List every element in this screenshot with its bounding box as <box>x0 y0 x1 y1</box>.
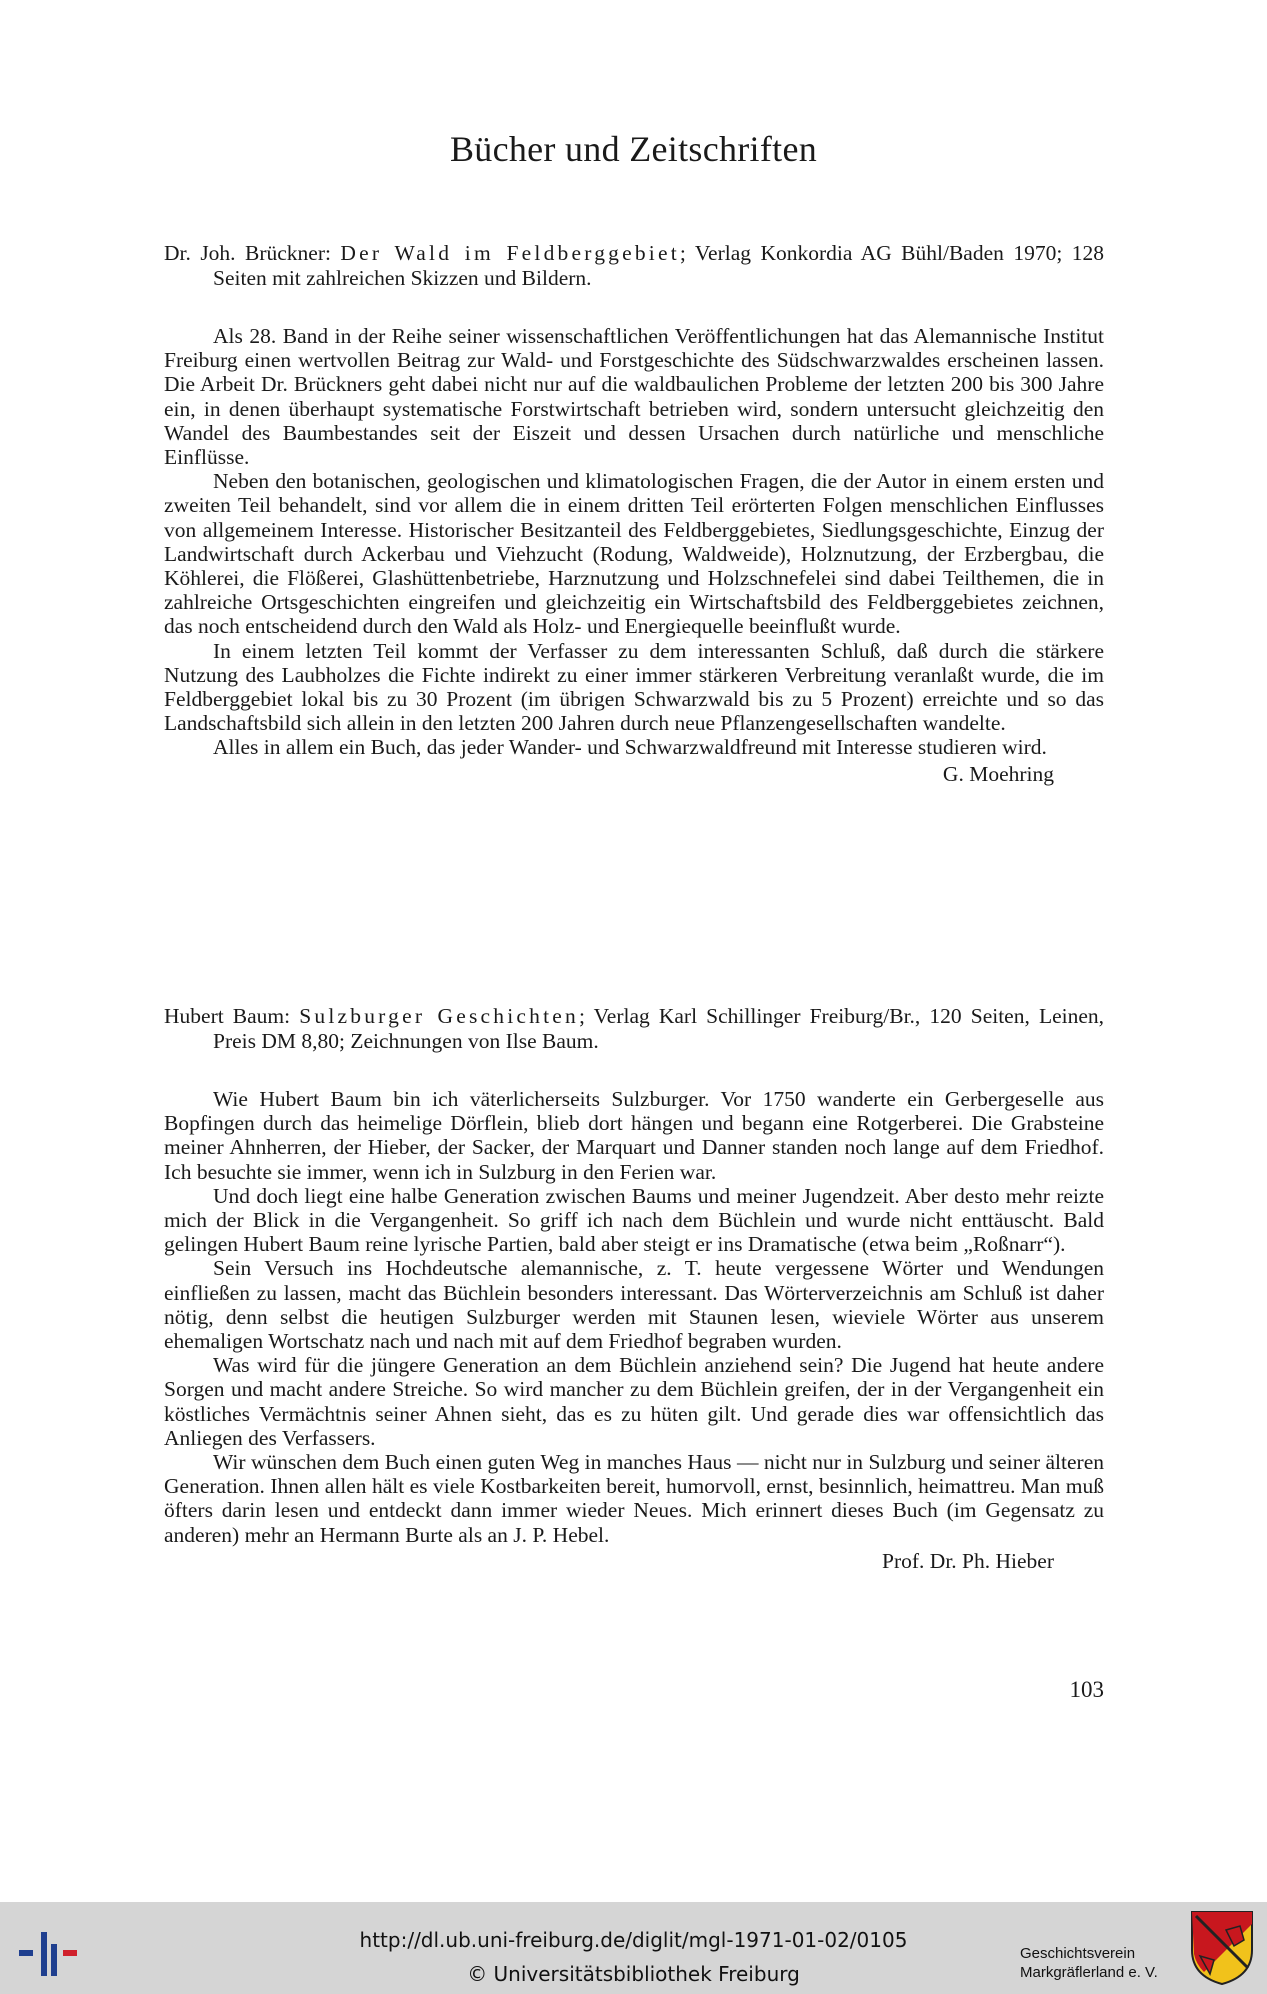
society-name <box>1020 1944 1190 1982</box>
copyright-text: © Universitätsbibliothek Freiburg <box>467 1962 800 1986</box>
review-body <box>164 324 1104 760</box>
review-body <box>164 1087 1104 1547</box>
review-baum <box>164 1004 1104 1573</box>
paragraph: Sein Versuch ins Hochdeutsche alemannische, z. T. heute vergessene Wörter und Wendungen einfließen zu lassen, macht das Büchlein besonders interessant. Das Wörterverzeichnis am Schluß ist daher nötig, denn selbst die heutigen Sulzburger werden mit Staunen lesen, wieviele Wörter aus unserem ehemaligen Wortschatz nach und nach mit auf dem Friedhof begraben wurden. <box>164 1256 1104 1354</box>
reviewer-signature: G. Moehring <box>942 761 1054 786</box>
review-citation <box>164 1004 1104 1054</box>
review-citation <box>164 241 1104 291</box>
review-author: Hubert Baum: <box>164 1004 291 1028</box>
footer-bar <box>0 1902 1267 1994</box>
paragraph: Alles in allem ein Buch, das jeder Wander- und Schwarzwaldfreund mit Interesse studieren wird. <box>213 735 1047 760</box>
book-title: Sulzburger Geschichten <box>299 1004 579 1028</box>
review-brueckner <box>164 241 1104 786</box>
paragraph: Als 28. Band in der Reihe seiner wissenschaftlichen Veröffentlichungen hat das Alemannische Institut Freiburg einen wertvollen Beitrag zur Wald- und Forstgeschichte des Südschwarzwaldes erscheinen lassen. Die Arbeit Dr. Brückners geht dabei nicht nur auf die waldbaulichen Probleme der letzten 200 bis 300 Jahre ein, in denen überhaupt systematische Forstwirtschaft betrieben wird, sondern untersucht gleichzeitig den Wandel des Baumbestandes seit der Eiszeit und dessen Ursachen durch natürliche und menschliche Einflüsse. <box>164 324 1104 470</box>
paragraph: Wir wünschen dem Buch einen guten Weg in manches Haus — nicht nur in Sulzburg und seiner älteren Generation. Ihnen allen hält es viele Kostbarkeiten bereit, humorvoll, ernst, besinnlich, heimattreu. Man muß öfters darin lesen und entdeckt dann immer wieder Neues. Mich erinnert dieses Buch (im Gegensatz zu anderen) mehr an Hermann Burte als an J. P. Hebel. <box>164 1450 1104 1547</box>
society-line: Markgräflerland e. V. <box>1020 1964 1158 1981</box>
page-number: 103 <box>1069 1677 1104 1702</box>
publisher-info: ; Verlag Konkordia AG Bühl/Baden 1970; 128 Seiten mit zahlreichen Skizzen und Bildern. <box>213 241 1104 290</box>
paragraph: Wie Hubert Baum bin ich väterlicherseits Sulzburger. Vor 1750 wanderte ein Gerbergeselle aus Bopfingen durch das heimelige Dörflein, blieb dort hängen und begann eine Rotgerberei. Die Grabsteine meiner Ahnherren, der Hieber, der Sacker, der Marquart und Danner standen noch lange auf dem Friedhof. Ich besuchte sie immer, wenn ich in Sulzburg in den Ferien war. <box>164 1087 1104 1184</box>
paragraph: In einem letzten Teil kommt der Verfasser zu dem interessanten Schluß, daß durch die stärkere Nutzung des Laubholzes die Fichte indirekt zu einer immer stärkeren Verbreitung veranlaßt wurde, die im Feldberggebiet lokal bis zu 30 Prozent (im übrigen Schwarzwald bis zu 5 Prozent) erreichte und so das Landschaftsbild sich allein in den letzten 200 Jahren durch neue Pflanzengesellschaften wandelte. <box>164 638 1104 736</box>
coat-of-arms-icon <box>1190 1910 1254 1986</box>
reviewer-signature: Prof. Dr. Ph. Hieber <box>882 1548 1054 1573</box>
paragraph: Was wird für die jüngere Generation an dem Büchlein anziehend sein? Die Jugend hat heute andere Sorgen und macht andere Streiche. So wird mancher zu dem Büchlein greifen, der in der Vergangenheit ein köstliches Vermächtnis seiner Ahnen sieht, das es zu hüten gilt. Und gerade dies war offensichtlich das Anliegen des Verfassers. <box>164 1353 1104 1450</box>
paragraph: Und doch liegt eine halbe Generation zwischen Baums und meiner Jugendzeit. Aber desto mehr reizte mich der Blick in die Vergangenheit. So griff ich nach dem Büchlein und wurde nicht enttäuscht. Bald gelingen Hubert Baum reine lyrische Partien, bald aber steigt er ins Dramatische (etwa beim „Roßnarr“). <box>164 1183 1104 1257</box>
society-line: Geschichtsverein <box>1020 1945 1136 1962</box>
book-title: Der Wald im Feldberggebiet <box>340 241 680 265</box>
review-author: Dr. Joh. Brückner: <box>164 241 331 265</box>
page-title: Bücher und Zeitschriften <box>449 129 818 169</box>
paragraph: Neben den botanischen, geologischen und klimatologischen Fragen, die der Autor in einem ersten und zweiten Teil behandelt, sind vor allem die in einem dritten Teil erörterten Folgen menschlichen Einflusses von allgemeinem Interesse. Historischer Besitzanteil des Feldberggebietes, Siedlungsgeschichte, Einzug der Landwirtschaft durch Ackerbau und Viehzucht (Rodung, Waldweide), Holznutzung, der Erzbergbau, die Köhlerei, die Flößerei, Glashüttenbetriebe, Harznutzung und Holzschnefelei sind dabei Teilthemen, die in zahlreiche Ortsgeschichten eingreifen und gleichzeitig ein Wirtschaftsbild des Feldberggebietes zeichnen, das noch entscheidend durch den Wald als Holz- und Energiequelle beeinflußt wurde. <box>164 469 1104 639</box>
publisher-info: ; Verlag Karl Schillinger Freiburg/Br., 120 Seiten, Leinen, Preis DM 8,80; Zeichnungen von Ilse Baum. <box>213 1004 1105 1053</box>
document-url-link[interactable]: http://dl.ub.uni-freiburg.de/diglit/mgl-1971-01-02/0105 <box>359 1928 908 1952</box>
